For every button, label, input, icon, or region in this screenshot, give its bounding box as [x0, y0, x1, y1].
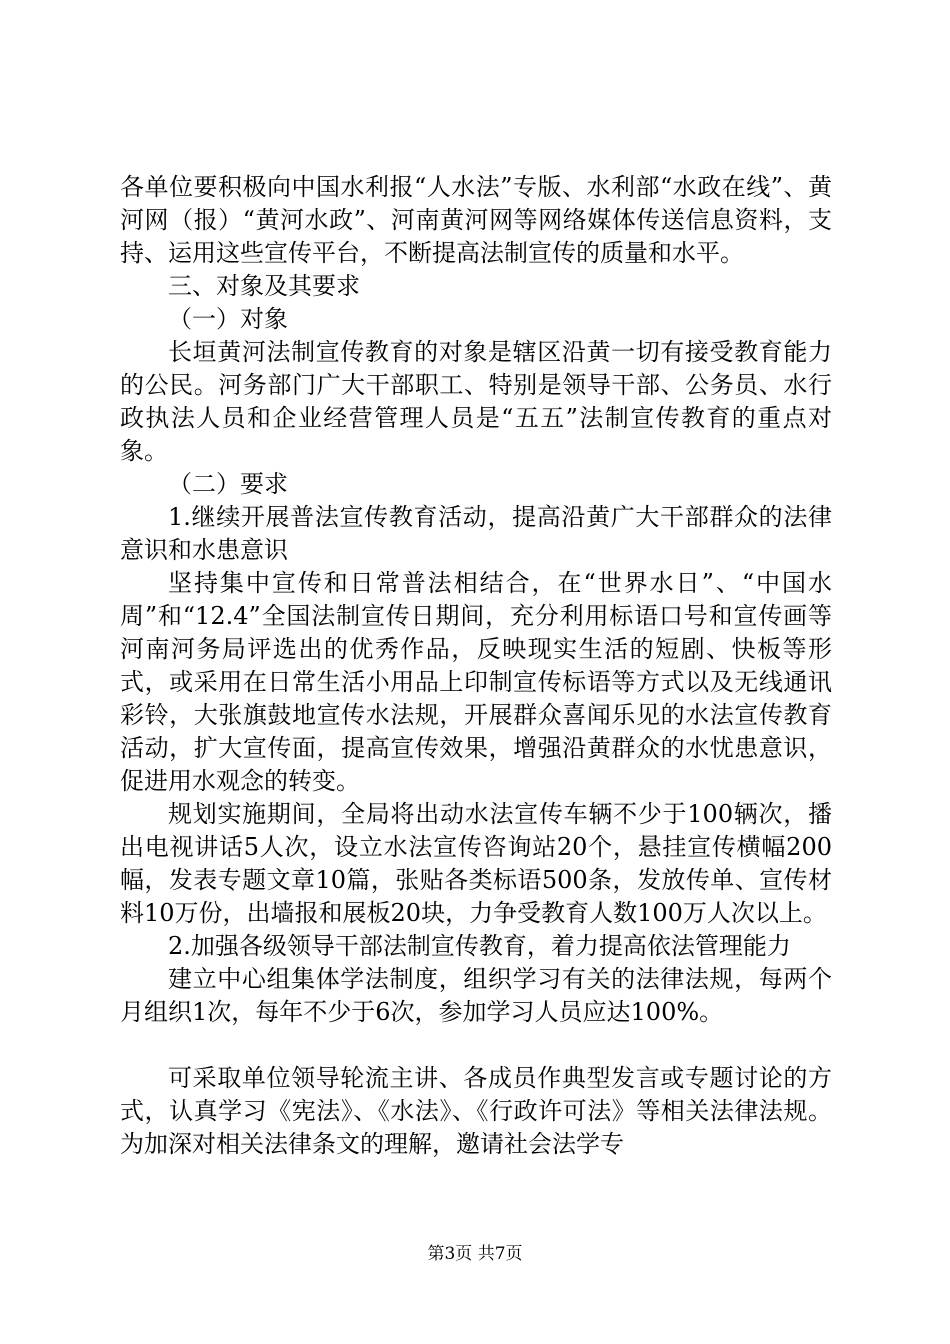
paragraph-study-system: 建立中心组集体学法制度，组织学习有关的法律法规，每两个月组织1次，每年不少于6次，参加学习人员应达100%。	[120, 965, 832, 1026]
subheading-requirements: （二）要求	[168, 470, 288, 498]
paragraph-campaign: 坚持集中宣传和日常普法相结合，在“世界水日”、“中国水周”和“12.4”全国法制宣传日期间，充分利用标语口号和宣传画等河南河务局评选出的优秀作品，反映现实生活的短剧、快板等形式，或采用在日常生活小用品上印制宣传标语等方式以及无线通讯彩铃，大张旗鼓地宣传水法规，开展群众喜闻乐见的水法宣传教育活动，扩大宣传面，提高宣传效果，增强沿黄群众的水忧患意识，促进用水观念的转变。	[120, 569, 832, 795]
paragraph-plan-figures: 规划实施期间，全局将出动水法宣传车辆不少于100辆次，播出电视讲话5人次，设立水法宣传咨询站20个，悬挂宣传横幅200幅，发表专题文章10篇，张贴各类标语500条，发放传单、宣传材料10万份，出墙报和展板20块，力争受教育人数100万人次以上。	[120, 800, 832, 927]
section-heading-targets-requirements: 三、对象及其要求	[168, 272, 360, 300]
page-number: 第3页 共7页	[427, 1244, 523, 1264]
subheading-targets: （一）对象	[168, 305, 288, 333]
document-body	[120, 171, 832, 1161]
item-heading-1: 1.继续开展普法宣传教育活动，提高沿黄广大干部群众的法律意识和水患意识	[120, 503, 832, 564]
paragraph-study-methods: 可采取单位领导轮流主讲、各成员作典型发言或专题讨论的方式，认真学习《宪法》、《水法》、《行政许可法》等相关法律法规。为加深对相关法律条文的理解，邀请社会法学专	[120, 1064, 832, 1158]
item-heading-2: 2.加强各级领导干部法制宣传教育，着力提高依法管理能力	[168, 932, 791, 960]
paragraph-media-outreach: 各单位要积极向中国水利报“人水法”专版、水利部“水政在线”、黄河网（报）“黄河水政”、河南黄河网等网络媒体传送信息资料，支持、运用这些宣传平台，不断提高法制宣传的质量和水平。	[120, 173, 832, 267]
paragraph-targets: 长垣黄河法制宣传教育的对象是辖区沿黄一切有接受教育能力的公民。河务部门广大干部职工、特别是领导干部、公务员、水行政执法人员和企业经营管理人员是“五五”法制宣传教育的重点对象。	[120, 338, 832, 465]
